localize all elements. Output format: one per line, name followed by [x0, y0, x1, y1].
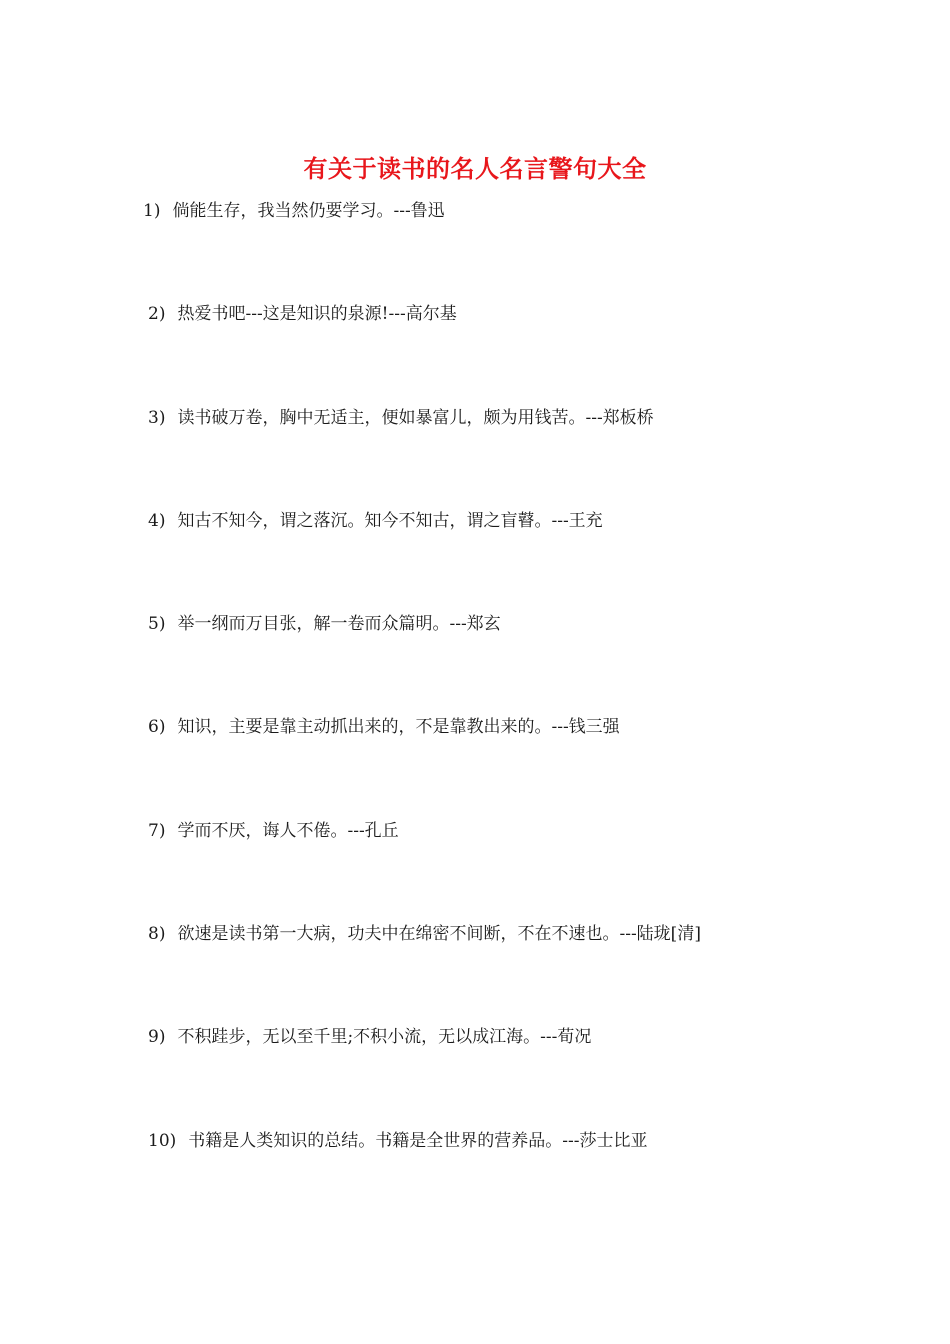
quote-number: 2) [148, 304, 166, 324]
quote-number: 7) [148, 821, 166, 841]
quote-text: 知古不知今，谓之落沉。知今不知古，谓之盲瞽。---王充 [177, 511, 603, 531]
quote-number: 5) [148, 614, 166, 634]
quote-item-9 [148, 1025, 591, 1049]
quote-number: 8) [148, 924, 166, 944]
quote-item-8 [148, 922, 701, 946]
quote-text: 书籍是人类知识的总结。书籍是全世界的营养品。---莎士比亚 [188, 1131, 648, 1151]
quote-item-3 [148, 406, 654, 430]
quote-text: 不积跬步，无以至千里;不积小流，无以成江海。---荀况 [177, 1027, 592, 1047]
quote-item-7 [148, 819, 399, 843]
quote-number: 4) [148, 511, 166, 531]
quote-text: 学而不厌，诲人不倦。---孔丘 [177, 821, 399, 841]
quote-text: 热爱书吧---这是知识的泉源!---高尔基 [177, 304, 457, 324]
quote-item-2 [148, 302, 457, 326]
quote-number: 3) [148, 408, 166, 428]
quote-item-10 [148, 1129, 648, 1153]
quote-number: 10) [148, 1131, 177, 1151]
quote-number: 1) [143, 201, 161, 221]
quote-text: 举一纲而万目张，解一卷而众篇明。---郑玄 [177, 614, 501, 634]
quote-number: 9) [148, 1027, 166, 1047]
quote-item-1 [143, 199, 445, 223]
quote-item-6 [148, 715, 620, 739]
quote-text: 欲速是读书第一大病，功夫中在绵密不间断，不在不速也。---陆珑[清] [177, 924, 701, 944]
quote-item-5 [148, 612, 501, 636]
quote-text: 读书破万卷，胸中无适主，便如暴富儿，颇为用钱苦。---郑板桥 [177, 408, 654, 428]
quote-number: 6) [148, 717, 166, 737]
document-title: 有关于读书的名人名言警句大全 [303, 154, 647, 183]
quote-text: 倘能生存，我当然仍要学习。---鲁迅 [172, 201, 445, 221]
quote-text: 知识，主要是靠主动抓出来的，不是靠教出来的。---钱三强 [177, 717, 620, 737]
quote-item-4 [148, 509, 603, 533]
